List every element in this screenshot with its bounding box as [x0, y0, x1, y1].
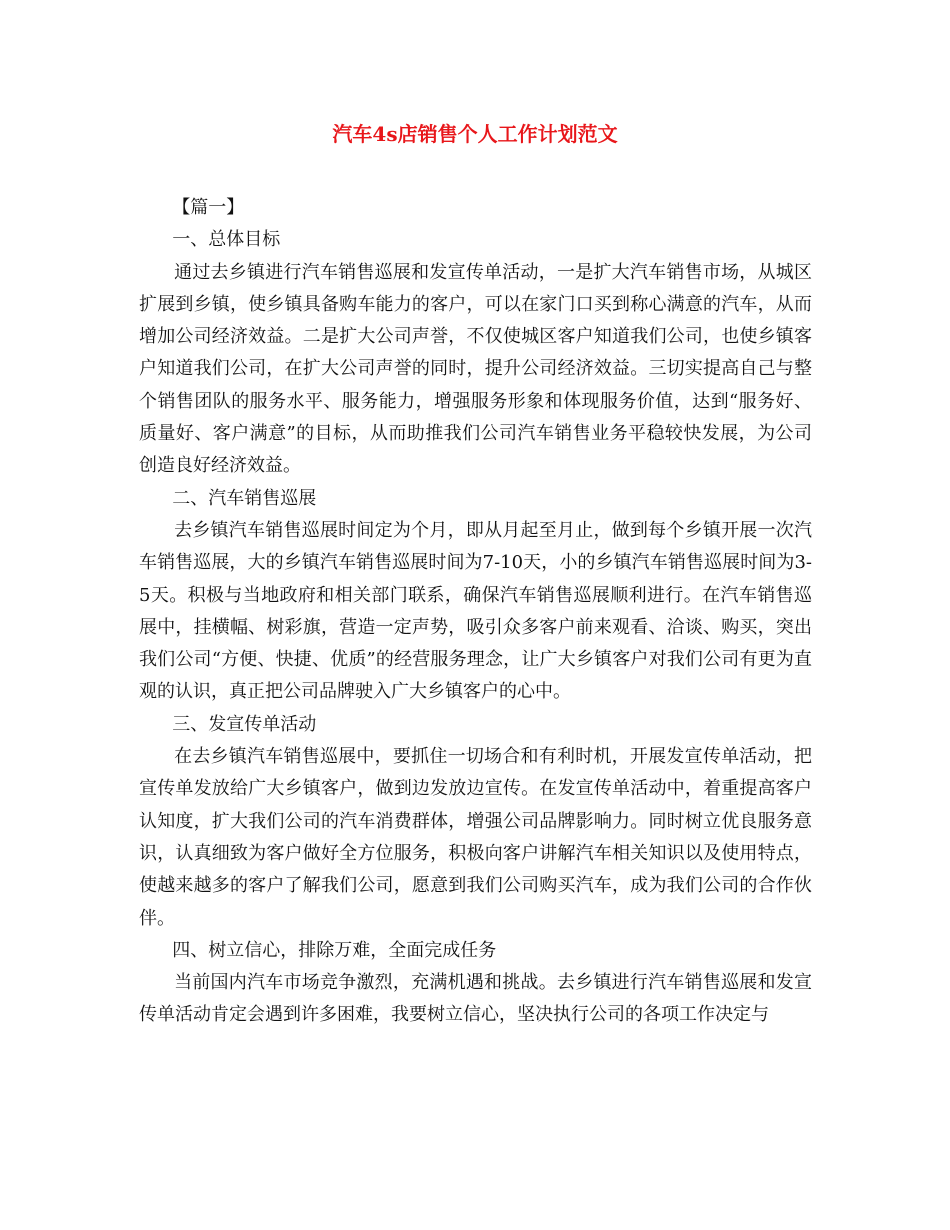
part-label: 【篇一】: [172, 197, 245, 218]
section-paragraph-3: 在去乡镇汽车销售巡展中，要抓住一切场合和有利时机，开展发宣传单活动，把宣传单发放给广大乡镇客户，做到边发放边宣传。在发宣传单活动中，着重提高客户认知度，扩大我们公司的汽车消费群体，增强公司品牌影响力。同时树立优良服务意识，认真细致为客户做好全方位服务，积极向客户讲解汽车相关知识以及使用特点，使越来越多的客户了解我们公司，愿意到我们公司购买汽车，成为我们公司的合作伙伴。: [139, 746, 812, 929]
section-paragraph-4: 当前国内汽车市场竞争激烈，充满机遇和挑战。去乡镇进行汽车销售巡展和发宣传单活动肯定会遇到许多困难，我要树立信心，坚决执行公司的各项工作决定与: [139, 972, 812, 1026]
section-heading-1: 一、总体目标: [172, 229, 281, 251]
section-heading-3: 三、发宣传单活动: [172, 713, 317, 735]
document-title: 汽车4s店销售个人工作计划范文: [332, 122, 618, 146]
document-body: [139, 192, 812, 1032]
section-heading-4: 四、树立信心，排除万难，全面完成任务: [172, 939, 497, 961]
section-paragraph-1: 通过去乡镇进行汽车销售巡展和发宣传单活动，一是扩大汽车销售市场，从城区扩展到乡镇，使乡镇具备购车能力的客户，可以在家门口买到称心满意的汽车，从而增加公司经济效益。二是扩大公司声誉，不仅使城区客户知道我们公司，也使乡镇客户知道我们公司，在扩大公司声誉的同时，提升公司经济效益。三切实提高自己与整个销售团队的服务水平、服务能力，增强服务形象和体现服务价值，达到“服务好、质量好、客户满意”的目标，从而助推我们公司汽车销售业务平稳较快发展，为公司创造良好经济效益。: [139, 261, 812, 477]
section-paragraph-2: 去乡镇汽车销售巡展时间定为个月，即从月起至月止，做到每个乡镇开展一次汽车销售巡展，大的乡镇汽车销售巡展时间为7-10天，小的乡镇汽车销售巡展时间为3-5天。积极与当地政府和相关部门联系，确保汽车销售巡展顺利进行。在汽车销售巡展中，挂横幅、树彩旗，营造一定声势，吸引众多客户前来观看、洽谈、购买，突出我们公司“方便、快捷、优质”的经营服务理念，让广大乡镇客户对我们公司有更为直观的认识，真正把公司品牌驶入广大乡镇客户的心中。: [139, 519, 812, 703]
section-heading-2: 二、汽车销售巡展: [172, 487, 317, 509]
